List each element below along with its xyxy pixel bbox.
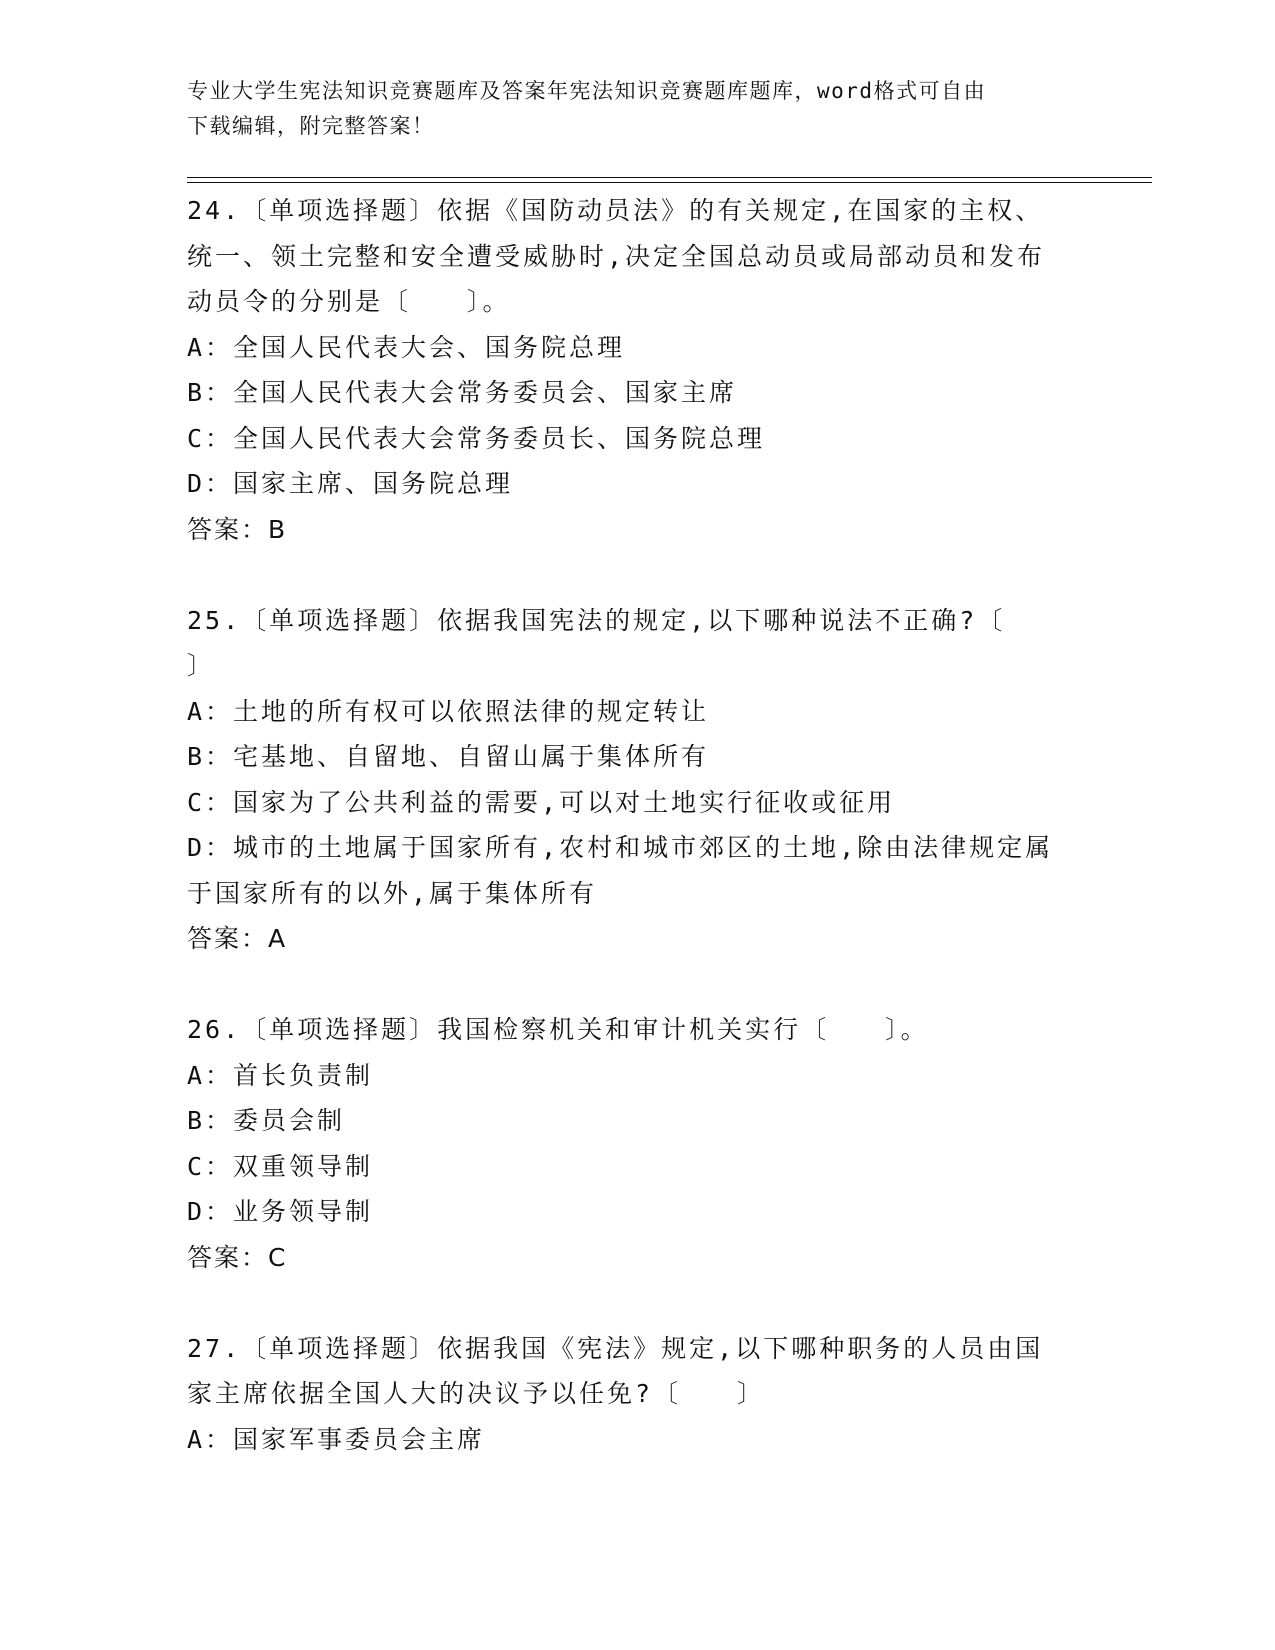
header-divider-thin	[187, 182, 1152, 183]
header-line-2: 下载编辑，附完整答案！	[187, 114, 435, 138]
question-24	[187, 188, 1087, 552]
option-a: A：首长负责制	[187, 1060, 374, 1090]
option-b: B：委员会制	[187, 1106, 346, 1135]
question-25	[187, 598, 1087, 962]
question-text-line: 家主席依据全国人大的决议予以任免?〔 〕	[187, 1379, 766, 1408]
option-d: D：业务领导制	[187, 1197, 374, 1226]
question-text-line: 〕	[187, 651, 216, 680]
question-text-line: 动员令的分别是〔 〕。	[187, 287, 511, 316]
answer-label: 答案：A	[187, 924, 288, 953]
option-c: C：全国人民代表大会常务委员长、国务院总理	[187, 423, 766, 453]
option-a: A：土地的所有权可以依照法律的规定转让	[187, 696, 710, 726]
question-spacer	[187, 1280, 1087, 1326]
question-text-line: 25.〔单项选择题〕依据我国宪法的规定,以下哪种说法不正确?〔	[187, 605, 1006, 635]
option-a: A：国家军事委员会主席	[187, 1424, 486, 1454]
option-a: A：全国人民代表大会、国务院总理	[187, 332, 626, 362]
option-d: D：城市的土地属于国家所有,农村和城市郊区的土地,除由法律规定属	[187, 833, 1054, 862]
option-b: B：宅基地、自留地、自留山属于集体所有	[187, 742, 710, 771]
question-list	[187, 188, 1087, 1462]
answer-label: 答案：C	[187, 1242, 288, 1272]
question-spacer	[187, 962, 1087, 1008]
header-divider-thick	[187, 177, 1152, 178]
question-text-line: 24.〔单项选择题〕依据《国防动员法》的有关规定,在国家的主权、	[187, 196, 1044, 225]
question-text-line: 27.〔单项选择题〕依据我国《宪法》规定,以下哪种职务的人员由国	[187, 1333, 1044, 1363]
option-d-continued: 于国家所有的以外,属于集体所有	[187, 878, 598, 908]
document-header	[187, 74, 1087, 144]
option-c: C：国家为了公共利益的需要,可以对土地实行征收或征用	[187, 787, 896, 817]
question-spacer	[187, 552, 1087, 598]
question-text-line: 26.〔单项选择题〕我国检察机关和审计机关实行〔 〕。	[187, 1015, 929, 1044]
question-text-line: 统一、领土完整和安全遭受威胁时,决定全国总动员或局部动员和发布	[187, 241, 1046, 271]
option-b: B：全国人民代表大会常务委员会、国家主席	[187, 378, 738, 407]
option-c: C：双重领导制	[187, 1151, 374, 1181]
question-26	[187, 1007, 1087, 1280]
question-27	[187, 1326, 1087, 1463]
option-d: D：国家主席、国务院总理	[187, 469, 514, 498]
answer-label: 答案：B	[187, 514, 288, 544]
header-line-1: 专业大学生宪法知识竞赛题库及答案年宪法知识竞赛题库题库，word格式可自由	[187, 79, 987, 103]
